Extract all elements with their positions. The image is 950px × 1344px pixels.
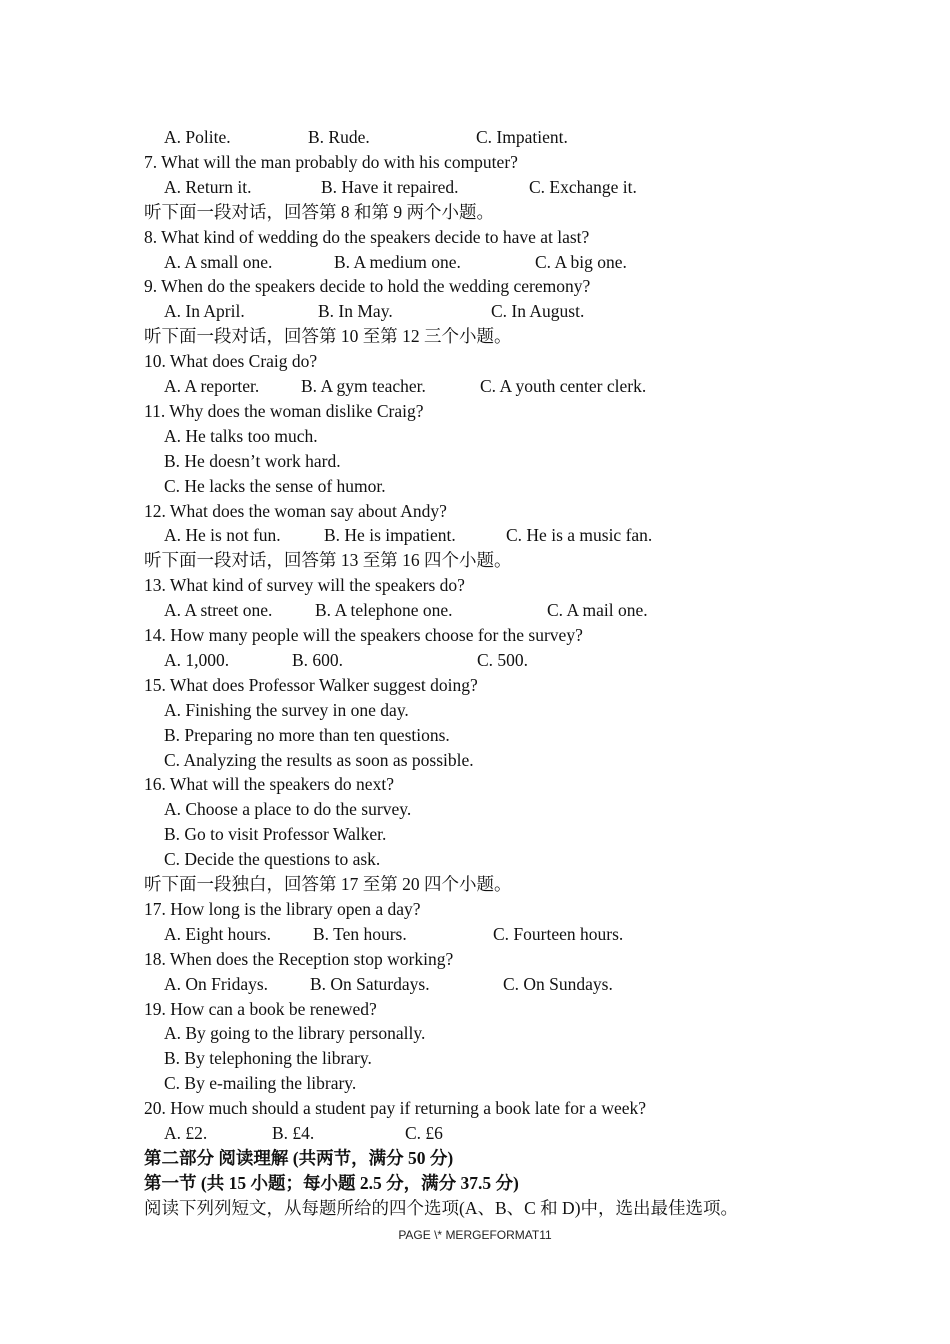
option-b: B. On Saturdays.	[310, 973, 430, 994]
option-a: A. Polite.	[164, 127, 231, 147]
instruction-text: 听下面一段对话，回答第 8 和第 9 两个小题。	[144, 201, 494, 222]
option-line: B. He doesn’t work hard.	[164, 450, 341, 471]
option-b: B. A gym teacher.	[301, 376, 426, 396]
option-line: B. By telephoning the library.	[164, 1048, 372, 1069]
option-b: B. 600.	[292, 649, 344, 670]
option-c: C. A youth center clerk.	[480, 376, 647, 396]
option-a: A. Eight hours.	[164, 923, 271, 944]
option-a: A. He is not fun.	[164, 525, 281, 546]
option-line: A. Choose a place to do the survey.	[164, 799, 412, 820]
option-c: C. £6	[405, 1123, 443, 1143]
option-a: A. £2.	[164, 1123, 208, 1143]
option-a: A. On Fridays.	[164, 973, 269, 994]
option-c: C. A big one.	[535, 251, 627, 272]
question-text: 19. How can a book be renewed?	[144, 998, 377, 1019]
option-c: C. He is a music fan.	[506, 525, 653, 546]
option-a: A. Return it.	[164, 176, 252, 197]
option-c: C. On Sundays.	[503, 973, 613, 994]
question-text: 10. What does Craig do?	[144, 351, 318, 372]
question-text: 11. Why does the woman dislike Craig?	[144, 400, 424, 421]
option-b: B. He is impatient.	[324, 525, 456, 546]
question-text: 12. What does the woman say about Andy?	[144, 500, 447, 521]
option-a: A. 1,000.	[164, 649, 230, 670]
option-line: C. Analyzing the results as soon as possible.	[164, 749, 474, 770]
option-c: C. A mail one.	[547, 600, 648, 621]
option-a: A. A reporter.	[164, 376, 260, 396]
option-c: C. Fourteen hours.	[493, 923, 624, 944]
option-c: C. 500.	[477, 649, 529, 670]
option-a: A. A small one.	[164, 251, 273, 272]
option-line: C. Decide the questions to ask.	[164, 849, 381, 870]
page-footer: PAGE \* MERGEFORMAT11	[398, 1228, 552, 1242]
option-line: A. By going to the library personally.	[164, 1023, 426, 1044]
question-text: 20. How much should a student pay if returning a book late for a week?	[144, 1098, 647, 1119]
option-line: C. By e-mailing the library.	[164, 1073, 357, 1094]
option-line: A. Finishing the survey in one day.	[164, 699, 409, 720]
option-b: B. Rude.	[308, 127, 370, 147]
question-text: 7. What will the man probably do with his computer?	[144, 151, 518, 172]
instruction-text: 听下面一段对话，回答第 10 至第 12 三个小题。	[144, 326, 512, 347]
instruction-text: 听下面一段独白，回答第 17 至第 20 四个小题。	[144, 874, 512, 894]
option-c: C. In August.	[491, 301, 585, 322]
option-line: C. He lacks the sense of humor.	[164, 475, 386, 496]
option-b: B. Have it repaired.	[321, 176, 459, 197]
option-a: A. A street one.	[164, 600, 273, 621]
option-a: A. In April.	[164, 301, 245, 322]
option-b: B. £4.	[272, 1123, 315, 1143]
question-text: 9. When do the speakers decide to hold the wedding ceremony?	[144, 276, 591, 297]
option-line: B. Go to visit Professor Walker.	[164, 824, 387, 845]
section-heading: 第二部分 阅读理解 (共两节，满分 50 分)	[144, 1147, 454, 1168]
question-text: 13. What kind of survey will the speakers do?	[144, 575, 465, 596]
question-text: 14. How many people will the speakers choose for the survey?	[144, 625, 583, 645]
instruction-text: 听下面一段对话，回答第 13 至第 16 四个小题。	[144, 550, 512, 571]
option-c: C. Impatient.	[476, 127, 568, 147]
option-b: B. A telephone one.	[315, 600, 453, 621]
option-b: B. In May.	[318, 301, 393, 322]
instruction-text: 阅读下列列短文，从每题所给的四个选项(A、B、C 和 D)中，选出最佳选项。	[144, 1197, 739, 1218]
question-text: 18. When does the Reception stop working?	[144, 948, 454, 969]
option-c: C. Exchange it.	[529, 176, 637, 197]
question-text: 17. How long is the library open a day?	[144, 898, 421, 919]
option-line: B. Preparing no more than ten questions.	[164, 724, 450, 745]
section-heading: 第一节 (共 15 小题；每小题 2.5 分，满分 37.5 分)	[144, 1172, 519, 1193]
option-b: B. Ten hours.	[313, 923, 407, 944]
option-b: B. A medium one.	[334, 251, 461, 272]
question-text: 15. What does Professor Walker suggest doing?	[144, 674, 478, 695]
question-text: 16. What will the speakers do next?	[144, 774, 394, 795]
option-line: A. He talks too much.	[164, 425, 318, 446]
question-text: 8. What kind of wedding do the speakers decide to have at last?	[144, 226, 590, 247]
